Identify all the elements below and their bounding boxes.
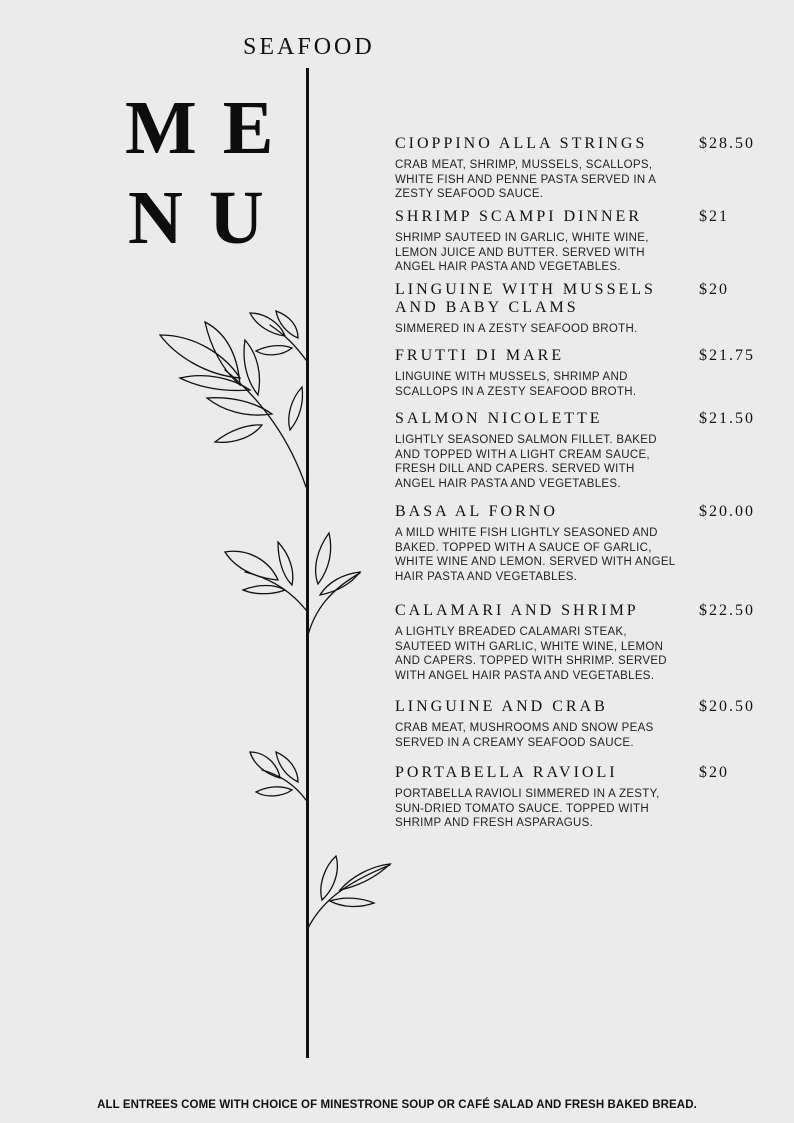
section-title: SEAFOOD: [243, 34, 375, 60]
menu-item: [395, 208, 775, 275]
menu-item: [395, 347, 775, 399]
item-price: $28.50: [699, 135, 755, 152]
item-name: CALAMARI AND SHRIMP: [395, 602, 639, 619]
item-description: SIMMERED IN A ZESTY SEAFOOD BROTH.: [395, 323, 638, 335]
item-description: PORTABELLA RAVIOLI SIMMERED IN A ZESTY, SUN-DRIED TOMATO SAUCE. TOPPED WITH SHRIMP AND FRESH ASPARAGUS.: [395, 788, 660, 829]
item-name: CIOPPINO ALLA STRINGS: [395, 135, 648, 152]
item-description: SHRIMP SAUTEED IN GARLIC, WHITE WINE, LEMON JUICE AND BUTTER. SERVED WITH ANGEL HAIR PASTA AND VEGETABLES.: [395, 232, 649, 273]
item-name: LINGUINE WITH MUSSELS AND BABY CLAMS: [395, 281, 656, 316]
menu-title-line-1: ME: [125, 86, 300, 170]
menu-title-line-2: NU: [128, 176, 290, 260]
menu-item: [395, 503, 775, 584]
item-price: $20: [699, 764, 729, 781]
item-price: $20: [699, 281, 729, 298]
item-price: $20.00: [699, 503, 755, 520]
item-description: CRAB MEAT, SHRIMP, MUSSELS, SCALLOPS, WHITE FISH AND PENNE PASTA SERVED IN A ZESTY SEAFOOD SAUCE.: [395, 159, 656, 200]
item-description: LIGHTLY SEASONED SALMON FILLET. BAKED AND TOPPED WITH A LIGHT CREAM SAUCE, FRESH DILL AND CAPERS. SERVED WITH ANGEL HAIR PASTA AND VEGETABLES.: [395, 434, 657, 490]
item-name: BASA AL FORNO: [395, 503, 558, 520]
item-name: SHRIMP SCAMPI DINNER: [395, 208, 642, 225]
menu-item: [395, 764, 775, 831]
menu-item: [395, 135, 775, 202]
item-name: SALMON NICOLETTE: [395, 410, 603, 427]
item-description: CRAB MEAT, MUSHROOMS AND SNOW PEAS SERVED IN A CREAMY SEAFOOD SAUCE.: [395, 722, 654, 749]
item-description: LINGUINE WITH MUSSELS, SHRIMP AND SCALLOPS IN A ZESTY SEAFOOD BROTH.: [395, 371, 637, 398]
item-price: $21.75: [699, 347, 755, 364]
item-description: A LIGHTLY BREADED CALAMARI STEAK, SAUTEED WITH GARLIC, WHITE WINE, LEMON AND CAPERS. TOPPED WITH SHRIMP. SERVED WITH ANGEL HAIR PASTA AND VEGETABLES.: [395, 626, 667, 682]
item-price: $21.50: [699, 410, 755, 427]
footer-note: ALL ENTREES COME WITH CHOICE OF MINESTRONE SOUP OR CAFÉ SALAD AND FRESH BAKED BREAD.: [97, 1099, 697, 1111]
menu-item: [395, 281, 775, 337]
menu-item: [395, 410, 775, 491]
menu-item: [395, 698, 775, 750]
item-description: A MILD WHITE FISH LIGHTLY SEASONED AND BAKED. TOPPED WITH A SAUCE OF GARLIC, WHITE WINE AND LEMON. SERVED WITH ANGEL HAIR PASTA AND VEGETABLES.: [395, 527, 676, 583]
item-name: PORTABELLA RAVIOLI: [395, 764, 618, 781]
item-name: LINGUINE AND CRAB: [395, 698, 608, 715]
item-price: $21: [699, 208, 729, 225]
item-price: $22.50: [699, 602, 755, 619]
item-price: $20.50: [699, 698, 755, 715]
menu-item: [395, 602, 775, 683]
item-name: FRUTTI DI MARE: [395, 347, 565, 364]
